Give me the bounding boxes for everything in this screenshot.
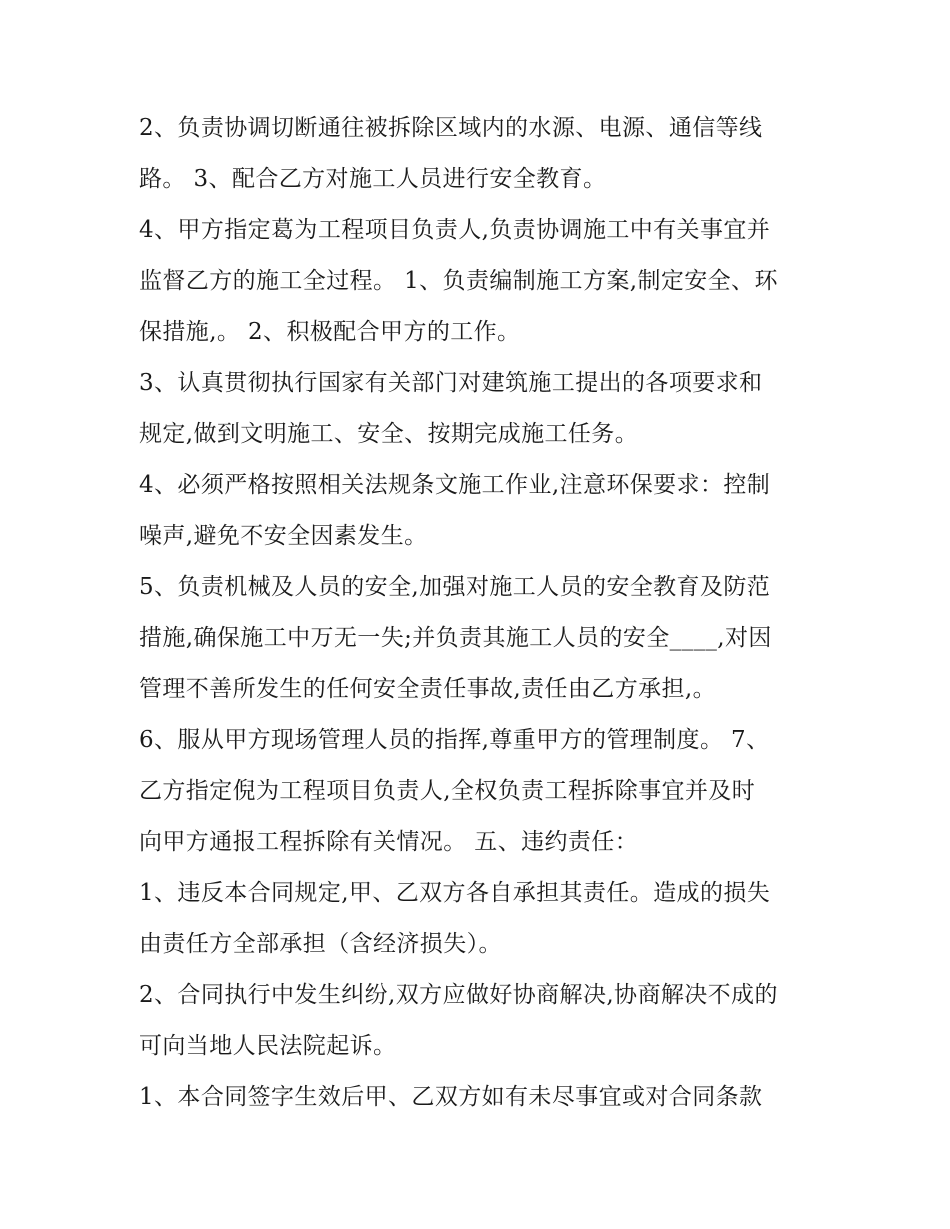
text-line: 5、负责机械及人员的安全,加强对施工人员的安全教育及防范: [139, 574, 771, 600]
text-line: 由责任方全部承担（含经济损失）。: [139, 931, 502, 957]
text-line: 4、甲方指定葛为工程项目负责人,负责协调施工中有关事宜并: [139, 217, 771, 243]
text-line: 监督乙方的施工全过程。 1、负责编制施工方案,制定安全、环: [139, 268, 778, 294]
text-line: 3、认真贯彻执行国家有关部门对建筑施工提出的各项要求和: [139, 370, 763, 396]
text-line: 1、违反本合同规定,甲、乙双方各自承担其责任。造成的损失: [139, 880, 771, 906]
text-line: 1、本合同签字生效后甲、乙双方如有未尽事宜或对合同条款: [139, 1084, 763, 1110]
text-line: 可向当地人民法院起诉。: [139, 1033, 397, 1059]
document-body: [139, 103, 819, 1123]
text-line: 管理不善所发生的任何安全责任事故,责任由乙方承担,。: [139, 676, 717, 702]
text-line: 乙方指定倪为工程项目负责人,全权负责工程拆除事宜并及时: [139, 778, 756, 804]
text-line: 措施,确保施工中万无一失;并负责其施工人员的安全____,对因: [139, 625, 772, 651]
text-line: 4、必须严格按照相关法规条文施工作业,注意环保要求：控制: [139, 472, 771, 498]
text-line: 2、负责协调切断通往被拆除区域内的水源、电源、通信等线: [139, 115, 763, 141]
text-line: 规定,做到文明施工、安全、按期完成施工任务。: [139, 421, 639, 447]
text-line: 路。 3、配合乙方对施工人员进行安全教育。: [139, 166, 607, 192]
text-line: 向甲方通报工程拆除有关情况。 五、违约责任：: [139, 829, 639, 855]
text-line: 噪声,避免不安全因素发生。: [139, 523, 428, 549]
text-line: 2、合同执行中发生纠纷,双方应做好协商解决,协商解决不成的: [139, 982, 778, 1008]
text-line: 保措施,。 2、积极配合甲方的工作。: [139, 319, 521, 345]
text-line: 6、服从甲方现场管理人员的指挥,尊重甲方的管理制度。 7、: [139, 727, 770, 753]
